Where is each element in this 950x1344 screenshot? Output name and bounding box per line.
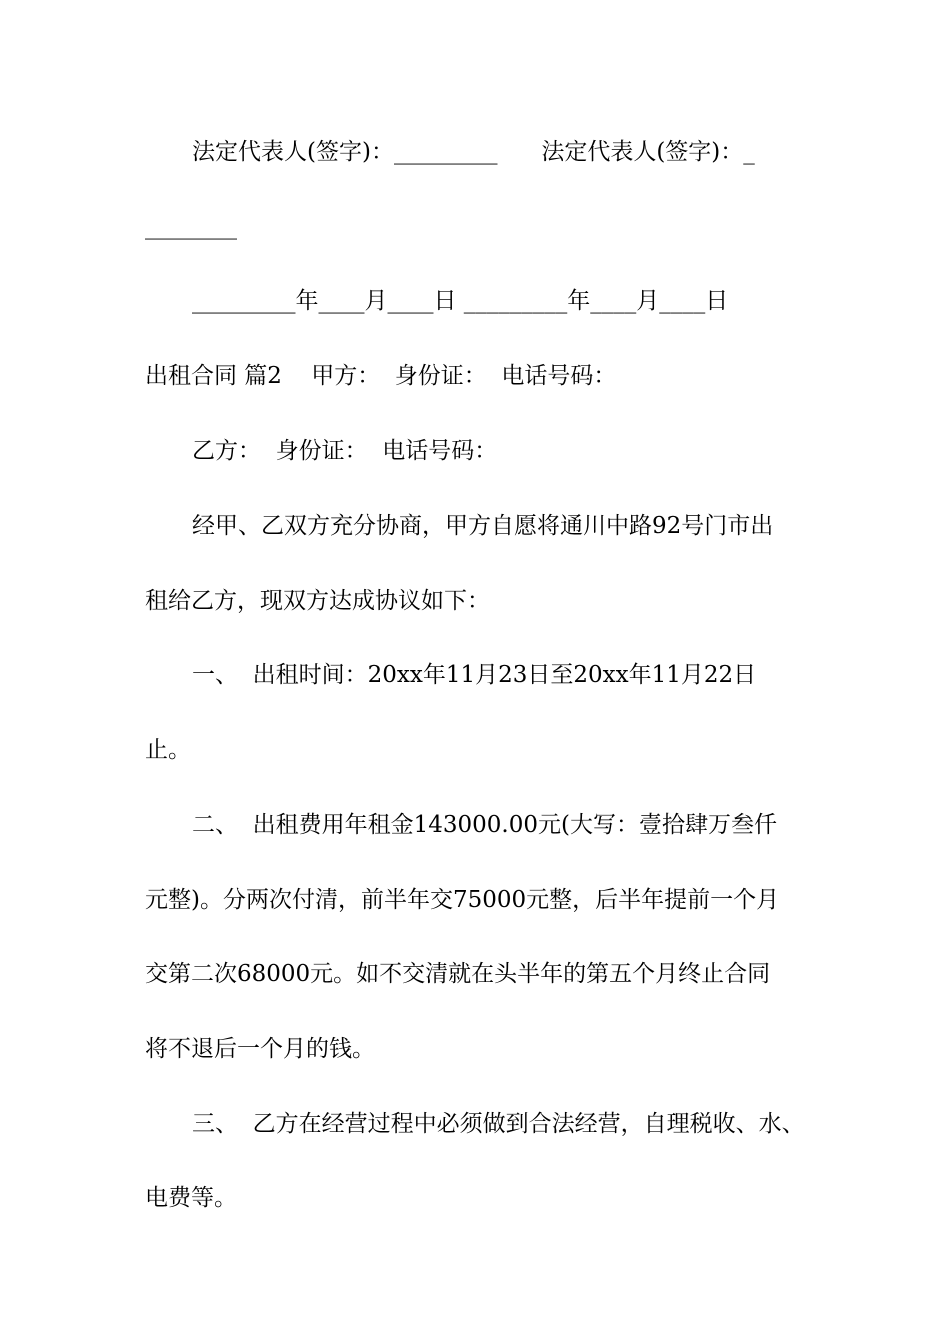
clause-2-line-2: 元整)。分两次付清，前半年交75000元整，后半年提前一个月 <box>145 887 780 913</box>
paragraph-intro-line-1: 经甲、乙双方充分协商，甲方自愿将通川中路92号门市出 <box>192 513 774 539</box>
clause-3-line-2: 电费等。 <box>145 1185 237 1211</box>
clause-2-line-3: 交第二次68000元。如不交清就在头半年的第五个月终止合同 <box>145 961 771 987</box>
clause-1-line-2: 止。 <box>145 737 191 763</box>
signature-line-representatives: 法定代表人(签字)：_________ 法定代表人(签字)：_ <box>192 139 755 165</box>
paragraph-intro-line-2: 租给乙方，现双方达成协议如下： <box>145 588 490 614</box>
clause-1-line-1: 一、 出租时间：20xx年11月23日至20xx年11月22日 <box>192 662 757 688</box>
party-b-line: 乙方： 身份证： 电话号码： <box>192 438 498 464</box>
signature-line-continuation: ________ <box>145 214 237 240</box>
date-line: _________年____月____日 _________年____月____日 <box>192 288 729 314</box>
clause-3-line-1: 三、 乙方在经营过程中必须做到合法经营，自理税收、水、 <box>192 1111 805 1137</box>
clause-2-line-4: 将不退后一个月的钱。 <box>145 1036 375 1062</box>
contract-heading-line: 出租合同 篇2 甲方： 身份证： 电话号码： <box>145 363 617 389</box>
clause-2-line-1: 二、 出租费用年租金143000.00元(大写：壹拾肆万叁仟 <box>192 812 777 838</box>
